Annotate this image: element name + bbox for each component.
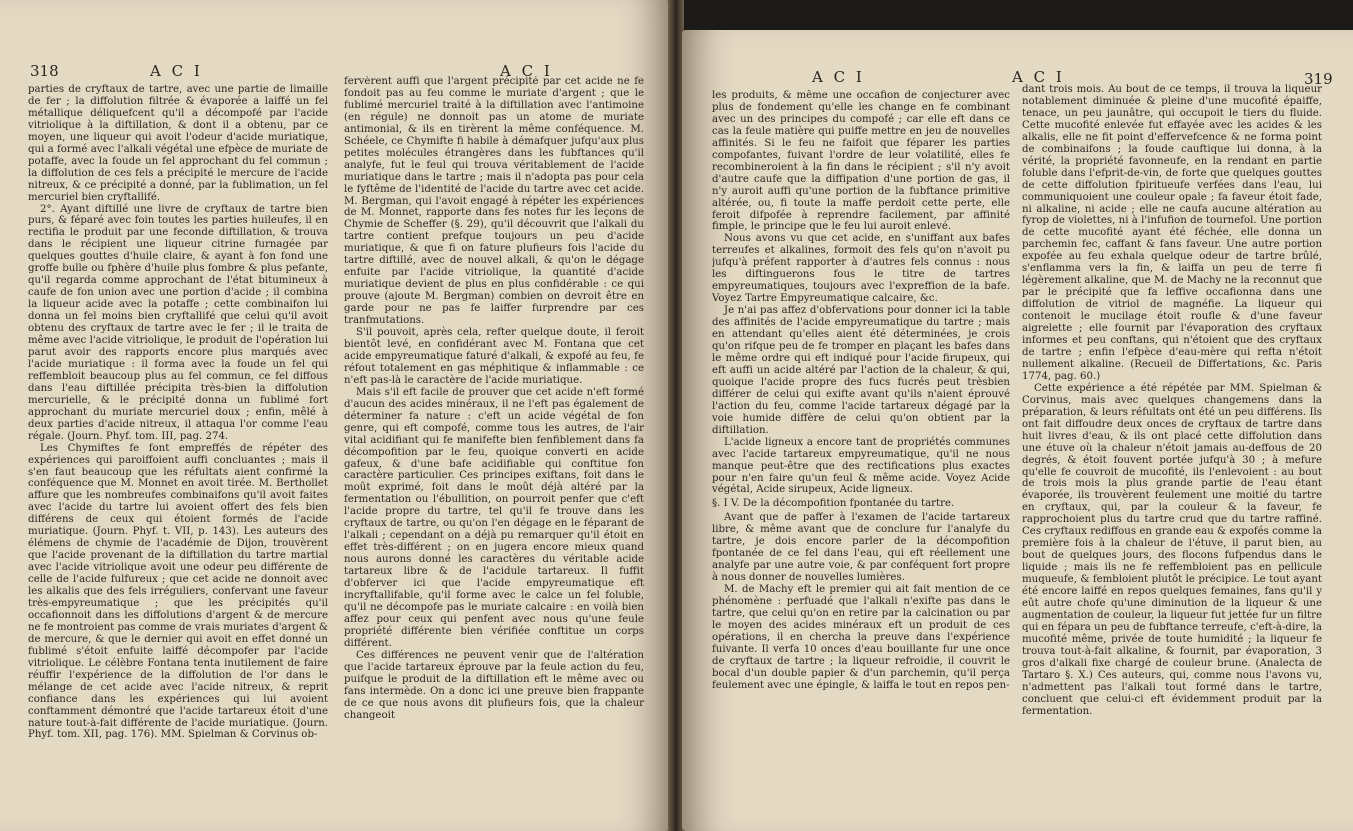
right-page xyxy=(682,30,1353,831)
running-head-right-2: A C I xyxy=(1012,68,1065,86)
right-page-column-1 xyxy=(712,90,1010,831)
paragraph: parties de cryftaux de tartre, avec une partie de limaille de fer ; la diffolution filtrée & évaporée a laiffé un fel métallique déliquefcent qu'il a décompofé par l'acide vitriolique à la diftillation, & dont il a obtenu, par ce moyen, une liqueur qui avoit l'odeur d'acide muriatique, qui a formé avec l'alkali végétal une efpèce de muriate de potaffe, avec la foude un fel approchant du fel commun ; la diffolution de ces fels a précipité le mercure de l'acide nitreux, & ce précipité a donné, par la fublimation, un fel mercuriel bien cryftallifé. xyxy=(28,84,328,203)
left-page xyxy=(0,0,670,831)
section-heading: §. I V. De la décompofition fpontanée du tartre. xyxy=(712,498,955,510)
paragraph: S'il pouvoit, après cela, refter quelque doute, il feroit bientôt levé, en confidérant avec M. Fontana que cet acide empyreumatique faturé d'alkali, & expofé au feu, fe réfout totalement en gas méphitique & inflammable : ce n'eft pas-là le caractère de l'acide muriatique. xyxy=(344,327,644,386)
paragraph: Avant que de paffer à l'examen de l'acide tartareux libre, & même avant que de conclure fur l'analyfe du tartre, je dois encore parler de la décompofition fpontanée de ce fel dans l'eau, qui eft réellement une analyfe par une autre voie, & par conféquent fort propre à nous donner de nouvelles lumières. xyxy=(712,512,1010,584)
paragraph: les produits, & même une occafion de conjecturer avec plus de fondement qu'elle les change en fe combinant avec un des principes du compofé ; car elle eft dans ce cas la feule matière qui puiffe mettre en jeu de nouvelles affinités. Si le feu ne faifoit que féparer les parties compofantes, fuivant l'ordre de leur volatilité, elles fe recombineroient à la fin dans le récipient ; s'il n'y avoit d'autre caufe que la diffipation d'une portion de gas, il n'y auroit auffi qu'une portion de la fubftance primitive altérée, ou, fi toute la maffe perdoit cette perte, elle feroit difpofée à reprendre facilement, par affinité fimple, le principe que le feu lui auroit enlevé. xyxy=(712,90,1010,233)
paragraph: 2°. Ayant diftillé une livre de cryftaux de tartre bien purs, & féparé avec foin toutes les parties huileufes, il en rectifia le produit par une feconde diftillation, & trouva dans le récipient une liqueur citrine furnagée par quelques gouttes d'huile claire, & ayant à fon fond une groffe bulle ou fphère d'huile plus fombre & plus pefante, qu'il regarda comme approchant de l'état bitumineux à caufe de fon union avec une portion d'acide ; il combina la liqueur acide avec la potaffe ; cette combinaifon lui donna un fel moins bien cryftallifé que celui qu'il avoit obtenu des cryftaux de tartre avec le fer ; il le traita de même avec l'acide vitriolique, le produit de l'opération lui parut avoir des rapports encore plus marqués avec l'acide muriatique : il forma avec la foude un fel qui reffembloit beaucoup plus au fel commun, ce fel diffous dans l'eau diftillée précipita très-bien la diffolution mercurielle, & le précipité donna un fublimé fort approchant du muriate mercuriel doux ; enfin, mêlé à deux parties d'acide nitreux, il attaqua l'or comme l'eau régale. (Journ. Phyf. tom. III, pag. 274. xyxy=(28,203,328,442)
paragraph: M. de Machy eft le premier qui ait fait mention de ce phénomène : perfuadé que l'alkali n'exifte pas dans le tartre, que celui qu'on en retire par la calcination ou par le moyen des acides minéraux eft un produit de ces opérations, il en chercha la preuve dans l'expérience fuivante. Il verfa 10 onces d'eau bouillante fur une once de cryftaux de tartre ; la liqueur refroidie, il couvrit le bocal d'un double papier & d'un parchemin, qu'il perça feulement avec une épingle, & laiffa le tout en repos pen- xyxy=(712,584,1010,691)
paragraph: dant trois mois. Au bout de ce temps, il trouva la liqueur notablement diminuée & pleine d'une mucofité épaiffe, tenace, un peu jaunâtre, qui occupoit le tiers du fluide. Cette mucofité enlevée fut effayée avec les acides & les alkalis, elle ne fit point d'effervefcence & ne forma point de combinaifons ; la foude cauftique lui donna, à la vérité, la propriété favonneufe, en la rendant en partie foluble dans l'efprit-de-vin, de forte que quelques gouttes de cette diffolution fpiritueufe verfées dans l'eau, lui communiquoient une couleur opale ; fa faveur étoit fade, ni alkaline, ni acide ; elle ne caufa aucune altération au fyrop de violettes, ni à l'infufion de tournefol. Une portion de cette mucofité ayant été féchée, elle donna un parchemin fec, caffant & fans faveur. Une autre portion expofée au feu exhala quelque odeur de tartre brûlé, s'enflamma vers la fin, & laiffa un peu de terre fi légèrement alkaline, que M. de Machy ne la reconnut que par le précipité que fa leffive occafionna dans une diffolution de vitriol de magnéfie. La liqueur qui contenoit le mucilage étoit roufle & d'une faveur aigrelette ; elle fournit par l'évaporation des cryftaux informes et peu conftans, qui n'étoient que des cryftaux de tartre ; enfin l'efpèce d'eau-mère qui refta n'étoit nullement alkaline. (Recueil de Differtations, &c. Paris 1774, pag. 60.) xyxy=(1022,84,1322,382)
paragraph: Les Chymiftes fe font empreffés de répéter des expériences qui paroiffoient auffi concluantes ; mais il s'en faut beaucoup que les réfultats aient confirmé la conféquence que M. Monnet en avoit tirée. M. Berthollet affure que les nombreufes combinaifons qu'il avoit faites avec l'acide du tartre lui avoient offert des fels bien différens de ceux qui étoient formés de l'acide muriatique. (Journ. Phyf. t. VII, p. 143). Les auteurs des élémens de chymie de l'académie de Dijon, trouvèrent que l'acide provenant de la diftillation du tartre martial avec l'acide vitriolique avoit une odeur peu différente de celle de l'acide fulfureux ; que cet acide ne donnoit avec les alkalis que des fels irréguliers, confervant une faveur très-empyreumatique ; que les précipités qu'il occafionnoit dans les diffolutions d'argent & de mercure ne fe montroient pas comme de vrais muriates d'argent & de mercure, & que le dernier qui avoit en effet donné un fublimé s'étoit enfuite laiffé décompofer par l'acide vitriolique. Le célèbre Fontana tenta inutilement de faire réuffir l'expérience de la diffolution de l'or dans le mélange de cet acide avec l'acide nitreux, & reprit confiance dans les expériences qui lui avoient conftamment démontré que l'acide tartareux étoit d'une nature tout-à-fait différente de l'acide muriatique. (Journ. Phyf. tom. XII, pag. 176). MM. Spielman & Corvinus ob- xyxy=(28,442,328,741)
left-page-column-2 xyxy=(344,76,644,831)
paragraph: Cette expérience a été répétée par MM. Spielman & Corvinus, mais avec quelques changemens dans la préparation, & leurs réfultats ont été un peu différens. Ils ont fait diffoudre deux onces de cryftaux de tartre dans huit livres d'eau, & ils ont placé cette diffolution dans une étuve où la chaleur n'étoit jamais au-deffous de 20 degrés, & étoit fouvent portée jufqu'à 30 ; à mefure qu'elle fe couvroit de mucofité, ils l'enlevoient : au bout de trois mois la plus grande partie de l'eau étant évaporée, ils trouvèrent feulement une moitié du tartre en cryftaux, qui, par la couleur & la faveur, fe rapprochoient plus du tartre crud que du tartre raffiné. Ces cryftaux rediffous en grande eau & expofés comme la première fois à la chaleur de l'étuve, il parut bien, au bout de quelques jours, des flocons fufpendus dans le liquide ; mais ils ne fe reffembloient pas en pellicule muqueufe, & fembloient plutôt le précipice. Le tout ayant été encore laiffé en repos quelques femaines, fans qu'il y eût autre chofe qu'une diminution de la liqueur & une augmentation de couleur, la liqueur fut jettée fur un filtre qui en fépara un peu de fubftance terreufe, c'eft-à-dire, la mucofité même, privée de toute humidité ; la liqueur fe trouva tout-à-fait alkaline, & fournit, par évaporation, 3 gros d'alkali fixe chargé de couleur brune. (Analecta de Tartaro §. X.) Ces auteurs, qui, comme nous l'avons vu, n'admettent pas l'alkali tout formé dans le tartre, concluent que celui-ci eft évidemment produit par la fermentation. xyxy=(1022,382,1322,717)
page-number-right: 319 xyxy=(1304,70,1333,88)
paragraph: Je n'ai pas affez d'obfervations pour donner ici la table des affinités de l'acide empyreumatique du tartre ; mais en attendant qu'elles aient été déterminées, je crois qu'on rifque peu de fe tromper en plaçant les bafes dans le même ordre qui eft indiqué pour l'acide firupeux, qui eft auffi un acide altéré par l'action de la chaleur, & qui, quoique l'acide propre des fucs fucrés peut trèsbien différer de celui qui exifte avant qu'ils n'aient éprouvé l'action du feu, comme l'acide tartareux dégagé par la voie humide diffère de celui qu'on obtient par la diftillation. xyxy=(712,305,1010,436)
paragraph: fervèrent auffi que l'argent précipité par cet acide ne fe fondoit pas au feu comme le muriate d'argent ; que le fublimé mercuriel traité à la diftillation avec l'antimoine (en régule) ne donnoit pas un atome de muriate antimonial, & ils en tirèrent la même conféquence. M. Schéele, ce Chymifte fi habile à démafquer jufqu'aux plus petites molécules étrangères dans les fubftances qu'il analyfe, fut le feul qui trouva véritablement de l'acide muriatique dans le tartre ; mais il n'adopta pas pour cela le fyftême de l'identité de l'acide du tartre avec cet acide. M. Bergman, qui l'avoit engagé à répéter les expériences de M. Monnet, rapporte dans fes notes fur les leçons de Chymie de Scheffer (§. 29), qu'il découvrit que l'alkali du tartre contient prefque toujours un peu d'acide muriatique, & que fi on fature plufieurs fois l'acide du tartre diftillé, avec de nouvel alkali, & qu'on le dégage enfuite par l'acide vitriolique, la quantité d'acide muriatique devient de plus en plus confidérable : ce qui prouve (ajoute M. Bergman) combien on devroit être en garde pour ne pas fe laiffer furprendre par ces tranfmutations. xyxy=(344,76,644,327)
running-head-left-1: A C I xyxy=(150,62,203,80)
paragraph: Mais s'il eft facile de prouver que cet acide n'eft formé d'aucun des acides minéraux, il ne l'eft pas également de déterminer fa nature : c'eft un acide végétal de fon genre, qui eft compofé, comme tous les autres, de l'air vital acidifiant qui fe manifefte bien fenfiblement dans fa décompofition par le feu, quoique converti en acide gafeux, & d'une bafe acidifiable qui conftitue fon caractère particulier. Ces principes exiftans, foit dans le moût exprimé, foit dans le moût déjà altéré par la fermentation ou l'ébullition, on pourroit penfer que c'eft l'acide propre du tartre, tel qu'il fe trouve dans les cryftaux de tartre, ou qu'on l'en dégage en le féparant de l'alkali ; cependant on a déjà pu remarquer qu'il étoit en effet très-différent ; on en jugera encore mieux quand nous aurons donné les caractères du véritable acide tartareux libre & de l'acidule tartareux. Il fuffit d'obferver ici que l'acide empyreumatique eft incryftallifable, qu'il forme avec le calce un fel foluble, qu'il ne décompofe pas le muriate calcaire : en voilà bien affez pour ceux qui penfent avec nous qu'une feule propriété différente bien vérifiée conftitue un corps différent. xyxy=(344,386,644,649)
running-head-left-2: A C I xyxy=(500,62,553,80)
running-head-right-1: A C I xyxy=(812,68,865,86)
right-page-column-2 xyxy=(1022,84,1322,831)
paragraph: L'acide ligneux a encore tant de propriétés communes avec l'acide tartareux empyreumatique, qu'il ne nous manque peut-être que des rectifications plus exactes pour n'en faire qu'un feul & même acide. Voyez Acide végétal, Acide sirupeux, Acide ligneux. xyxy=(712,436,1010,496)
paragraph: Nous avons vu que cet acide, en s'uniffant aux bafes terreufes et alkalines, formoit des fels qu'on n'avoit pu jufqu'à préfent rapporter à d'autres fels connus : nous les diftinguerons fous le titre de tartres empyreumatiques, toujours avec l'expreffion de la bafe. Voyez Tartre Empyreumatique calcaire, &c. xyxy=(712,233,1010,305)
left-page-column-1 xyxy=(28,84,328,831)
paragraph: Ces différences ne peuvent venir que de l'altération que l'acide tartareux éprouve par la feule action du feu, puifque le produit de la diftillation eft le même avec ou fans intermède. On a donc ici une preuve bien frappante de ce que nous avons dit plufieurs fois, que la chaleur changeoit xyxy=(344,649,644,721)
page-number-left: 318 xyxy=(30,62,59,80)
